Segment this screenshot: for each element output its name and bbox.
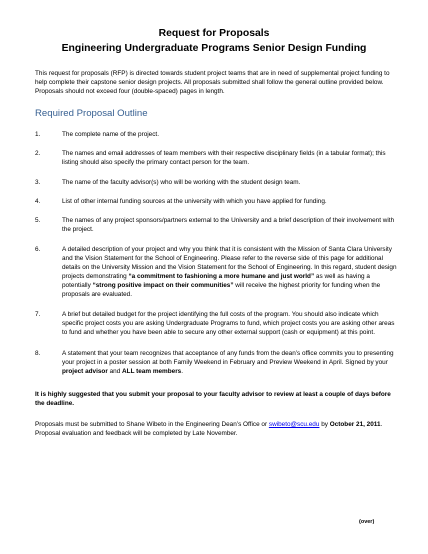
item-text-part: as well as having a potentially [62,272,370,289]
item-text-part: and [107,367,123,375]
item-text-part: A detailed description of your project and why you think that it is consistent with the Mission of Santa Clara University and the Vision Statement for the School of Engineering. Please refer to the reverse side of this page for additional details on the University Mission and the Vision Statement for the School of Engineering. In this regard, student design projects demonstrating [62,246,397,280]
submission-text: Proposals must be submitted to Shane Wibeto in the Engineering Dean’s Office or [35,421,269,428]
item-text-part: will receive the highest priority for funding when the proposals are evaluated. [62,281,381,298]
item-number: 6. [35,246,41,253]
item-number: 5. [35,217,41,224]
item-text: The complete name of the project. [62,131,159,138]
section-heading: Required Proposal Outline [35,108,148,119]
item-text-emphasis: project advisor [62,367,108,375]
item-text: The name of the faculty advisor(s) who will be working with the student design team. [62,179,301,186]
item-number: 2. [35,150,41,157]
intro-paragraph: This request for proposals (RFP) is directed towards student project teams that are in need of supplemental project funding to help complete their capstone senior design projects. All proposals submitted shall follow the general outline provided below. Proposals should not exceed four (double-spaced) pages in length. [35,70,390,95]
item-text: The names and email addresses of team members with their respective disciplinary fields (in a tabular format); this listing should also specify the primary contact person for the team. [62,150,386,166]
item-number: 3. [35,179,41,186]
item-text-emphasis: ALL team members [122,367,182,375]
item-number: 8. [35,350,41,357]
submission-text: . Proposal evaluation and feedback will be completed by Late November. [35,421,383,437]
item-text: A brief but detailed budget for the project identifying the full costs of the program. You should also indicate which specific project costs you are asking Undergraduate Programs to fund, which project costs you are asking other areas to fund and whether you have been able to secure any other external support (cash or equipment) at this point. [62,311,395,336]
submission-paragraph [35,421,397,439]
item-text [62,246,397,299]
submission-deadline: October 21, 2011 [329,421,381,428]
item-number: 7. [35,311,41,318]
submission-text: by [319,421,330,428]
email-link[interactable]: swibeto@scu.edu [268,421,320,428]
document-subtitle: Engineering Undergraduate Programs Senior Design Funding [61,43,367,54]
item-text: The names of any project sponsors/partners external to the University and a brief description of their involvement with the project. [62,217,395,233]
item-text-emphasis: “strong positive impact on their communities” [92,281,234,289]
document-title: Request for Proposals [158,28,270,39]
item-text-part: . [181,367,184,375]
page-turn-marker: (over) [359,519,375,525]
deadline-note: It is highly suggested that you submit your proposal to your faculty advisor to review at least a couple of days before the deadline. [35,391,391,407]
item-text [62,350,397,377]
item-text-emphasis: “a commitment to fashioning a more humane and just world” [128,272,315,280]
item-text-part: A statement that your team recognizes that acceptance of any funds from the dean’s office commits you to presenting your project in a poster session at both Family Weekend in February and Preview Weekend in April. Signed by your [62,350,394,366]
item-text: List of other internal funding sources at the university with which you have applied for funding. [62,198,327,205]
item-number: 4. [35,198,41,205]
item-number: 1. [35,131,41,138]
